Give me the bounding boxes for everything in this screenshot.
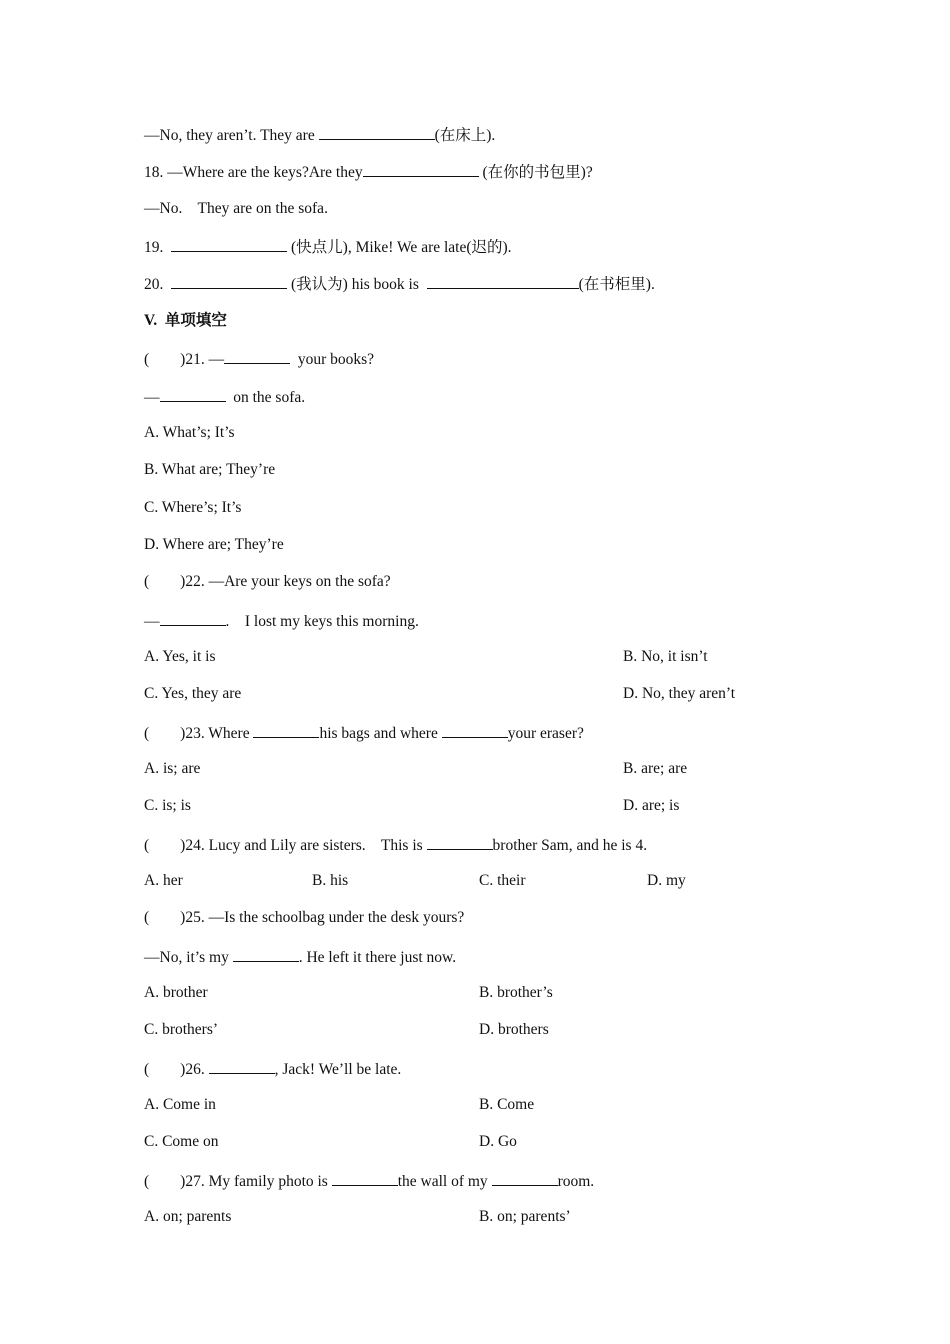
blank (224, 348, 290, 364)
option-25-d: D. brothers (479, 1021, 549, 1038)
question-25: ( )25. —Is the schoolbag under the desk yours? (144, 909, 465, 926)
option-25-c: C. brothers’ (144, 1021, 219, 1038)
option-23-b: B. are; are (623, 760, 688, 777)
blank (171, 273, 287, 289)
question-20: 20. (我认为) his book is (在书柜里). (144, 273, 655, 295)
option-22-d: D. No, they aren’t (623, 685, 736, 702)
option-26-d: D. Go (479, 1133, 517, 1150)
blank (442, 722, 508, 738)
blank (332, 1170, 398, 1186)
blank (171, 236, 287, 252)
question-18: 18. —Where are the keys?Are they (在你的书包里)? (144, 161, 593, 183)
option-23-d: D. are; is (623, 797, 680, 814)
question-22-reply: — . I lost my keys this morning. (144, 610, 419, 632)
option-23-c: C. is; is (144, 797, 191, 814)
blank (427, 273, 579, 289)
question-24: ( )24. Lucy and Lily are sisters. This is brother Sam, and he is 4. (144, 834, 647, 856)
option-22-c: C. Yes, they are (144, 685, 242, 702)
question-21-reply: — on the sofa. (144, 386, 305, 408)
option-row-23-1 (144, 759, 688, 779)
section-heading: V. 单项填空 (144, 312, 227, 329)
blank (319, 124, 435, 140)
answer-line-18: —No. They are on the sofa. (144, 200, 328, 217)
option-25-b: B. brother’s (479, 984, 553, 1001)
option-21-c: C. Where’s; It’s (144, 499, 242, 516)
option-21-a: A. What’s; It’s (144, 424, 235, 441)
blank (233, 946, 299, 962)
option-row-23-2 (144, 796, 680, 816)
option-24-a: A. her (144, 872, 183, 889)
blank (160, 386, 226, 402)
blank (363, 161, 479, 177)
option-26-a: A. Come in (144, 1096, 216, 1113)
option-25-a: A. brother (144, 984, 208, 1001)
question-26: ( )26. , Jack! We’ll be late. (144, 1058, 401, 1080)
option-21-b: B. What are; They’re (144, 461, 276, 478)
option-27-a: A. on; parents (144, 1208, 232, 1225)
question-19: 19. (快点儿), Mike! We are late(迟的). (144, 236, 512, 258)
option-26-b: B. Come (479, 1096, 535, 1113)
option-row-24 (144, 871, 686, 891)
option-row-25-1 (144, 983, 553, 1003)
question-25-reply: —No, it’s my . He left it there just now. (144, 946, 456, 968)
option-26-c: C. Come on (144, 1133, 219, 1150)
option-23-a: A. is; are (144, 760, 201, 777)
question-27: ( )27. My family photo is the wall of my room. (144, 1170, 594, 1192)
option-24-b: B. his (312, 872, 349, 889)
blank (253, 722, 319, 738)
option-21-d: D. Where are; They’re (144, 536, 284, 553)
question-23: ( )23. Where his bags and where your eraser? (144, 722, 584, 744)
option-row-26-1 (144, 1095, 535, 1115)
blank (492, 1170, 558, 1186)
option-27-b: B. on; parents’ (479, 1208, 571, 1225)
option-row-22-2 (144, 684, 736, 704)
option-row-22-1 (144, 647, 708, 667)
question-22: ( )22. —Are your keys on the sofa? (144, 573, 391, 590)
answer-line-17: —No, they aren’t. They are (在床上). (144, 124, 495, 146)
option-24-d: D. my (647, 872, 686, 889)
option-24-c: C. their (479, 872, 526, 889)
option-row-27 (144, 1207, 571, 1227)
option-row-26-2 (144, 1132, 517, 1152)
question-21: ( )21. — your books? (144, 348, 374, 370)
option-row-25-2 (144, 1020, 549, 1040)
option-22-a: A. Yes, it is (144, 648, 216, 665)
option-22-b: B. No, it isn’t (623, 648, 708, 665)
blank (427, 834, 493, 850)
blank (160, 610, 226, 626)
blank (209, 1058, 275, 1074)
